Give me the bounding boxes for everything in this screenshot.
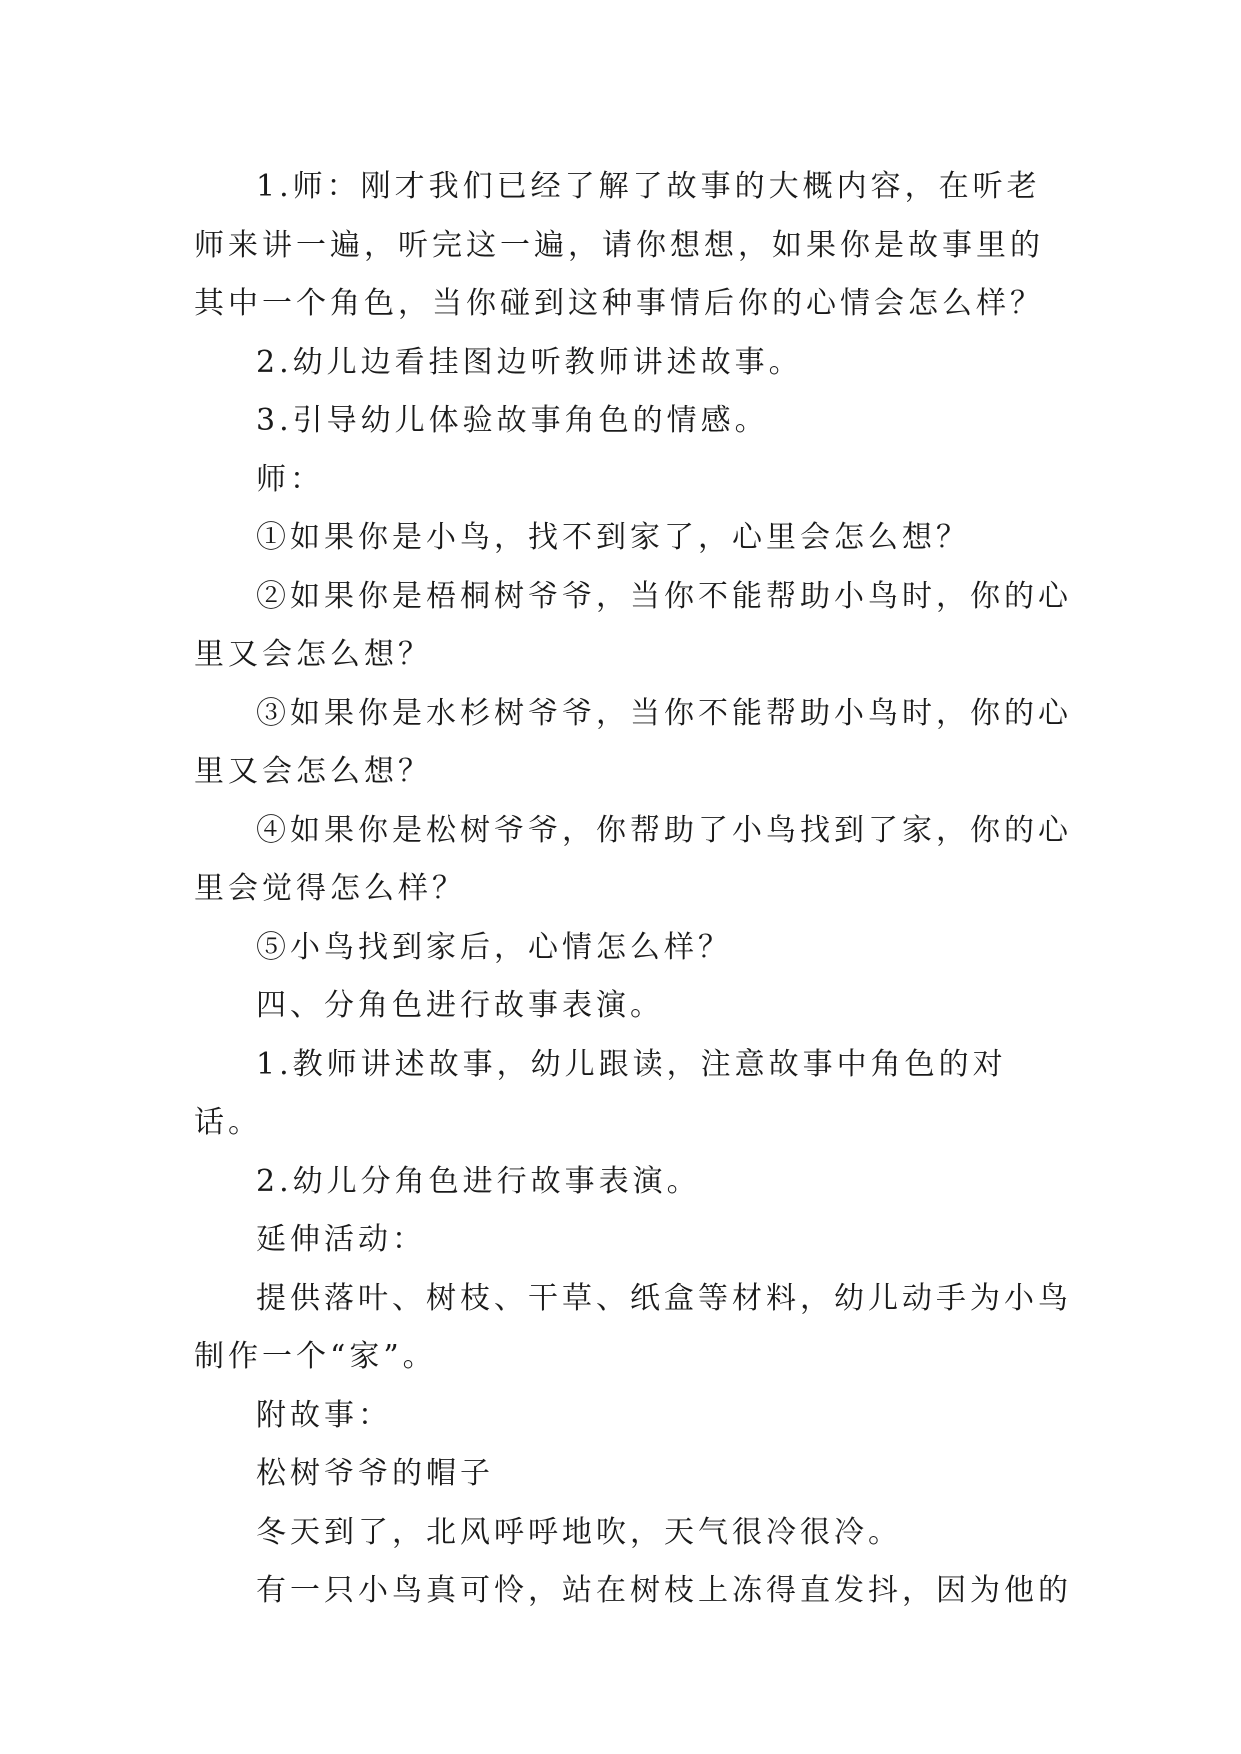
paragraph-question-5: ⑤小鸟找到家后，心情怎么样？ bbox=[256, 929, 732, 965]
story-title: 松树爷爷的帽子 bbox=[256, 1456, 494, 1491]
section-heading-role-play: 四、分角色进行故事表演。 bbox=[256, 988, 664, 1023]
section-heading-appendix: 附故事： bbox=[256, 1397, 392, 1433]
paragraph-question-4: ④如果你是松树爷爷，你帮助了小鸟找到了家，你的心里会觉得怎么样？ bbox=[194, 812, 1072, 906]
document-body bbox=[194, 158, 1074, 1621]
paragraph-teacher-label: 师： bbox=[256, 461, 324, 497]
story-paragraph-1: 冬天到了，北风呼呼地吹，天气很冷很冷。 bbox=[256, 1514, 902, 1550]
paragraph-step-3: 3.引导幼儿体验故事角色的情感。 bbox=[256, 403, 769, 438]
paragraph-role-play-1: 1.教师讲述故事，幼儿跟读，注意故事中角色的对话。 bbox=[194, 1046, 1007, 1140]
paragraph-teacher-intro: 1.师：刚才我们已经了解了故事的大概内容，在听老师来讲一遍，听完这一遍，请你想想，如果你是故事里的其中一个角色，当你碰到这种事情后你的心情会怎么样？ bbox=[194, 169, 1044, 321]
story-paragraph-2: 有一只小鸟真可怜，站在树枝上冻得直发抖，因为他的 bbox=[256, 1573, 1072, 1608]
paragraph-question-1: ①如果你是小鸟，找不到家了，心里会怎么想？ bbox=[256, 520, 970, 555]
paragraph-question-2: ②如果你是梧桐树爷爷，当你不能帮助小鸟时，你的心里又会怎么想？ bbox=[194, 578, 1072, 672]
paragraph-question-3: ③如果你是水杉树爷爷，当你不能帮助小鸟时，你的心里又会怎么想？ bbox=[194, 695, 1072, 789]
paragraph-role-play-2: 2.幼儿分角色进行故事表演。 bbox=[256, 1163, 701, 1199]
paragraph-extension-activity: 提供落叶、树枝、干草、纸盒等材料，幼儿动手为小鸟制作一个“家”。 bbox=[194, 1280, 1072, 1374]
section-heading-extension: 延伸活动： bbox=[256, 1222, 426, 1257]
paragraph-step-2: 2.幼儿边看挂图边听教师讲述故事。 bbox=[256, 344, 803, 380]
